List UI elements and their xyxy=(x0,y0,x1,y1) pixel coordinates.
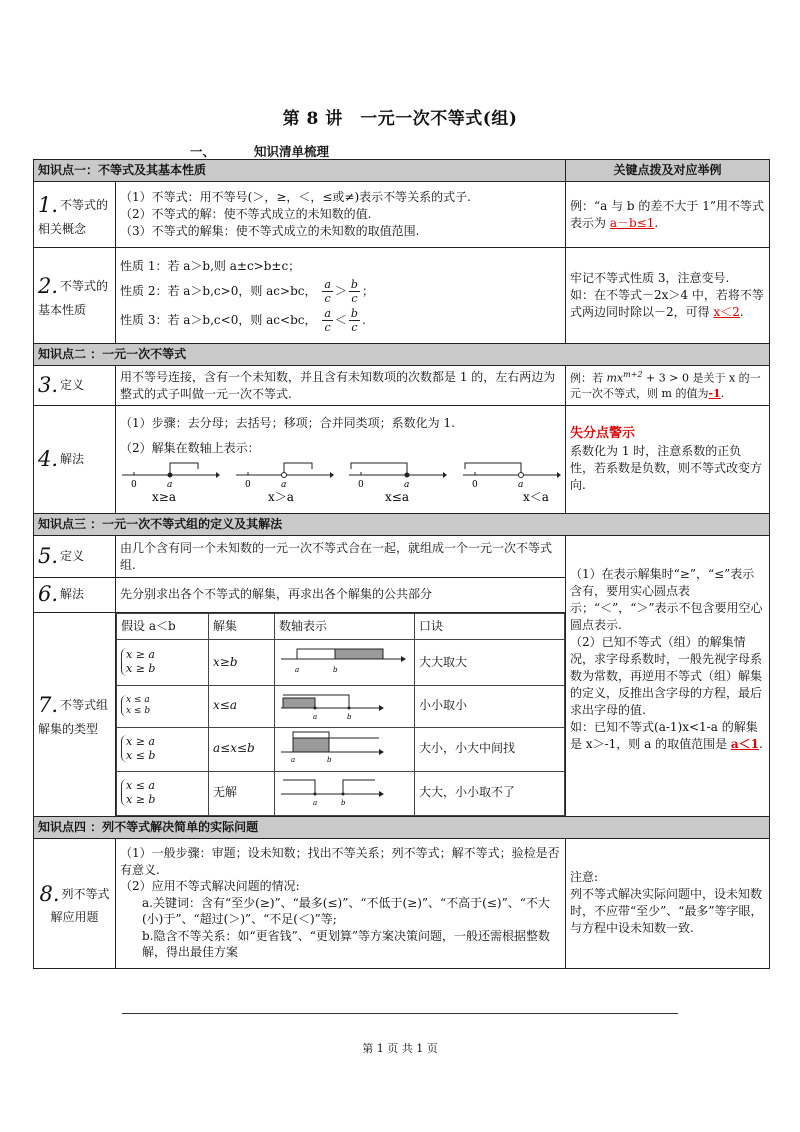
svg-text:b: b xyxy=(327,755,332,764)
solution-2: x≤a xyxy=(209,685,275,727)
system-note xyxy=(566,536,770,816)
system-2: x ≤ a x ≤ b xyxy=(117,685,209,727)
axis-zero-label: 0 xyxy=(358,479,365,490)
footer-divider xyxy=(122,1013,678,1014)
fraction-b-over-c: $\frac{b}{c}$ xyxy=(350,278,358,306)
label-definition-3: 3. 定义 xyxy=(34,366,116,406)
label-solving-6: 6. 解法 xyxy=(34,578,116,613)
properties-note: 牢记不等式性质 3，注意变号. 如：在不等式－2x＞4 中，若将不等式两边同时除以－2，可得 x＜2. xyxy=(566,248,770,344)
concept-content xyxy=(116,182,566,248)
applications-note-text: 列不等式解决实际问题中，设未知数时，不应带“至少”、“最多”等字眼，与方程中设未知数一致. xyxy=(570,887,763,936)
axis-a-label: a xyxy=(518,479,524,490)
svg-text:a: a xyxy=(313,712,318,720)
axis-diagram-2 xyxy=(279,688,407,720)
section-header-3: 知识点三 ：一元一次不等式组的定义及其解法 xyxy=(34,514,770,536)
types-table xyxy=(116,613,565,816)
row-system-definition xyxy=(34,536,770,578)
axis-zero-label: 0 xyxy=(244,479,251,490)
section-1-title: 知识点一：不等式及其基本性质 xyxy=(34,160,566,182)
number-line-x-lt-a xyxy=(461,459,561,505)
subtitle-text: 知识清单梳理 xyxy=(254,144,330,159)
types-row-4 xyxy=(117,771,565,815)
axis-a-label: a xyxy=(404,479,410,490)
applications-content xyxy=(116,838,566,968)
svg-text:a: a xyxy=(291,755,296,764)
properties-answer: x＜2 xyxy=(713,305,740,320)
label-solving: 4. 解法 xyxy=(34,406,116,514)
properties-content xyxy=(116,248,566,344)
types-header-rule: 口诀 xyxy=(415,613,565,639)
svg-text:a: a xyxy=(313,798,318,807)
system-answer: a＜1 xyxy=(730,737,760,752)
types-content xyxy=(116,612,566,816)
case-label-2: x＞a xyxy=(267,489,294,504)
axis-zero-label: 0 xyxy=(131,479,137,490)
solving-note xyxy=(566,406,770,514)
application-step-2: （2）应用不等式解决问题的情况: xyxy=(120,879,300,894)
section-header-1 xyxy=(34,160,770,182)
system-3: x ≥ a x ≤ b xyxy=(117,727,209,771)
label-properties: 2. 不等式的基本性质 xyxy=(34,248,116,344)
label-definition-5: 5. 定义 xyxy=(34,536,116,578)
applications-note-title: 注意: xyxy=(570,869,599,884)
row-concept xyxy=(34,182,770,248)
system-1: x ≥ a x ≥ b xyxy=(117,639,209,685)
types-header-row xyxy=(117,613,565,639)
types-header-axis: 数轴表示 xyxy=(275,613,415,639)
subtitle-number: 一、 xyxy=(190,144,216,159)
system-note-2: （2）已知不等式（组）的解集情况，求字母系数时，一般先视字母系数为常数，再逆用不等式（组）解集的定义，反推出含字母的方程，最后求出字母的值. xyxy=(570,635,763,718)
concept-line-1: （1）不等式：用不等号(＞，≥，＜，≤或≠)表示不等关系的式子. xyxy=(120,189,471,204)
section-header-4: 知识点四 ：列不等式解决简单的实际问题 xyxy=(34,816,770,838)
svg-text:b: b xyxy=(333,666,338,675)
label-types: 7. 不等式组解集的类型 xyxy=(34,612,116,816)
knowledge-table xyxy=(33,159,770,969)
axis-a-label: a xyxy=(280,479,287,490)
types-row-3 xyxy=(117,727,565,771)
fraction-a-over-c-2: $\frac{a}{c}$ xyxy=(324,307,331,335)
concept-line-2: （2）不等式的解：使不等式成立的未知数的值. xyxy=(120,207,372,222)
definition-3-content: 用不等号连接，含有一个未知数，并且含有未知数项的次数都是 1 的，左右两边为整式的式子叫做一元一次不等式. xyxy=(116,366,566,406)
axis-1 xyxy=(275,639,415,685)
row-applications xyxy=(34,838,770,968)
page-footer: 第 1 页 共 1 页 xyxy=(362,1042,438,1055)
section-header-2: 知识点二 ：一元一次不等式 xyxy=(34,344,770,366)
concept-answer: a－b≤1 xyxy=(609,215,655,230)
axis-diagram-3 xyxy=(279,730,407,764)
system-4: x ≤ a x ≥ b xyxy=(117,771,209,815)
rule-1: 大大取大 xyxy=(415,639,565,685)
number-line-x-gt-a xyxy=(234,459,334,505)
types-header-assume: 假设 a＜b xyxy=(117,613,209,639)
row-linear-definition xyxy=(34,366,770,406)
label-concept: 1. 不等式的相关概念 xyxy=(34,182,116,248)
definition-3-note: 例：若 $mx^{m+2} + 3 > 0$ 是关于 x 的一元一次不等式，则 m 的值为-1. xyxy=(566,366,770,406)
label-applications: 8. 列不等式解应用题 xyxy=(34,838,116,968)
fraction-a-over-c: $\frac{a}{c}$ xyxy=(324,278,331,306)
application-hidden: b.隐含不等关系：如“更省钱”、“更划算”等方案决策问题，一般还需根据整数解，得出最佳方案 xyxy=(142,928,551,960)
svg-text:b: b xyxy=(347,712,352,720)
fraction-b-over-c-2: $\frac{b}{c}$ xyxy=(350,307,358,335)
row-properties xyxy=(34,248,770,344)
rule-4: 大大，小小取不了 xyxy=(415,771,565,815)
section-subtitle xyxy=(190,142,329,160)
system-note-3: 如：已知不等式(a-1)x<1-a 的解集是 x＞-1，则 a 的取值范围是 a＜1. xyxy=(570,720,763,752)
case-label-3: x≤a xyxy=(385,489,410,504)
types-row-2 xyxy=(117,685,565,727)
rule-3: 大小，小大中间找 xyxy=(415,727,565,771)
solving-6-content: 先分别求出各个不等式的解集，再求出各个解集的公共部分 xyxy=(116,578,566,613)
system-note-1: （1）在表示解集时“≥”，“≤”表示含有，要用实心圆点表示；“＜”，“＞”表示不包含要用空心圆点表示. xyxy=(570,567,763,633)
axis-4 xyxy=(275,771,415,815)
warning-text: 系数化为 1 时，注意系数的正负性，若系数是负数，则不等式改变方向. xyxy=(570,444,763,493)
property-1: 性质 1：若 a＞b,则 a±c>b±c； xyxy=(120,259,301,274)
types-header-solution: 解集 xyxy=(209,613,275,639)
case-label-4: x＜a xyxy=(523,489,549,504)
applications-note xyxy=(566,838,770,968)
number-line-x-ge-a xyxy=(120,459,220,505)
axis-a-label: a xyxy=(167,479,173,490)
axis-2 xyxy=(275,685,415,727)
solution-1: x≥b xyxy=(209,639,275,685)
axis-zero-label: 0 xyxy=(472,479,478,490)
definition-3-answer: -1 xyxy=(708,387,721,401)
property-2: 性质 2：若 a＞b,c>0，则 ac>bc， $\frac{a}{c}$ ＞ $\frac{b}{c}$ ； xyxy=(120,278,374,306)
property-3: 性质 3：若 a＞b,c<0，则 ac<bc， $\frac{a}{c}$ ＜ $\frac{b}{c}$ . xyxy=(120,307,366,335)
key-points-title: 关键点拨及对应举例 xyxy=(566,160,770,182)
solution-3: a≤x≤b xyxy=(209,727,275,771)
axis-diagram-1 xyxy=(279,643,407,677)
concept-line-3: （3）不等式的解集：使不等式成立的未知数的取值范围. xyxy=(120,224,420,239)
axis-diagram-4 xyxy=(279,774,407,808)
number-line-group xyxy=(120,459,561,505)
rule-2: 小小取小 xyxy=(415,685,565,727)
application-step-1: （1）一般步骤：审题；设未知数；找出不等关系；列不等式；解不等式；验检是否有意义. xyxy=(120,846,560,877)
definition-5-content: 由几个含有同一个未知数的一元一次不等式合在一起，就组成一个一元一次不等式组. xyxy=(116,536,566,578)
concept-note: 例：“a 与 b 的差不大于 1”用不等式表示为 a－b≤1. xyxy=(566,182,770,248)
application-keywords: a.关键词：含有“至少(≥)”、“最多(≤)”、“不低于(≥)”、“不高于(≤)”、“不大(小)于”、“超过(＞)”、“不足(＜)”等; xyxy=(142,895,550,927)
solving-step-1: （1）步骤：去分母；去括号；移项；合并同类项；系数化为 1. xyxy=(120,415,455,430)
warning-title: 失分点警示 xyxy=(570,425,636,441)
solving-step-2: （2）解集在数轴上表示： xyxy=(120,440,260,455)
axis-3 xyxy=(275,727,415,771)
row-solving xyxy=(34,406,770,514)
solving-content xyxy=(116,406,566,514)
types-row-1 xyxy=(117,639,565,685)
case-label-1: x≥a xyxy=(152,489,176,504)
svg-text:b: b xyxy=(341,798,346,807)
svg-text:a: a xyxy=(295,666,300,675)
page-title: 第 8 讲 一元一次不等式(组) xyxy=(282,109,518,129)
number-line-x-le-a xyxy=(347,459,447,505)
solution-4: 无解 xyxy=(209,771,275,815)
